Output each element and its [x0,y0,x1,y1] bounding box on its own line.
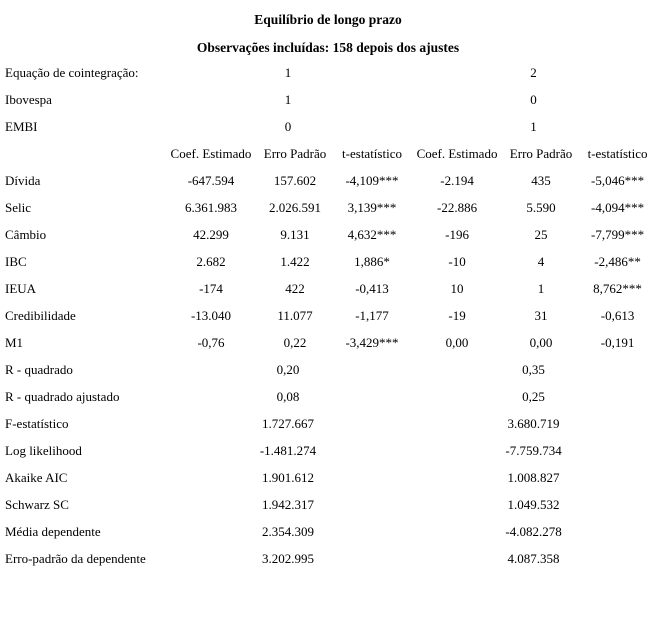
equation2-stat: -4.082.278 [505,523,562,539]
row-label: Akaike AIC [5,469,68,485]
coef-cell: 0,00 [445,334,469,350]
row-label: M1 [5,334,24,350]
equation2-stat: 4.087.358 [507,550,560,566]
coef-cell: 42.299 [193,226,229,242]
coef-cell: 2.682 [196,253,226,269]
equation2-value: 0 [530,91,537,107]
equation1-stat: -1.481.274 [259,442,317,458]
equation2-stat: 3.680.719 [507,415,560,431]
coef-cell: -10 [448,253,466,269]
row-label: EMBI [5,118,38,134]
stderr-cell: 422 [285,280,305,296]
table-row-erro-padrao-dependente [0,545,656,572]
tstat-cell: 1,886* [354,253,390,269]
equation2-stat: 1.008.827 [507,469,560,485]
table-row-r-quadrado [0,356,656,383]
table-row-ieua [0,275,656,302]
tstat-cell: -4,109*** [345,172,399,188]
row-label: Log likelihood [5,442,82,458]
coef-cell: -2.194 [440,172,474,188]
table-row-akaike-aic [0,464,656,491]
table-row-ibovespa [0,86,656,113]
regression-results-table [0,59,656,572]
row-label: Média dependente [5,523,101,539]
stderr-cell: 157.602 [273,172,317,188]
row-label: IEUA [5,280,37,296]
stderr-cell: 31 [534,307,548,323]
empty-header-cell [0,140,165,167]
coef-cell: -22.886 [436,199,478,215]
tstat-cell: -0,413 [355,280,389,296]
coef-cell: -13.040 [190,307,232,323]
tstat-cell: -0,191 [600,334,635,350]
equation1-stat: 1.727.667 [262,415,315,431]
stderr-cell: 2.026.591 [269,199,321,215]
table-row-selic [0,194,656,221]
tstat-cell: -7,799*** [591,226,645,242]
row-label: Selic [5,199,31,215]
stderr-cell: 5.590 [526,199,556,215]
column-header: Coef. Estimado [170,145,252,161]
table-row-cambio [0,221,656,248]
tstat-cell: -3,429*** [345,334,399,350]
table-row-embi [0,113,656,140]
equation1-stat: 0,20 [276,361,300,377]
equation2-stat: 0,35 [522,361,545,377]
equation1-stat: 3.202.995 [262,550,315,566]
page-title: Equilíbrio de longo prazo [254,12,402,27]
row-label: F-estatístico [5,415,69,431]
row-label: Ibovespa [5,91,52,107]
equation1-stat: 1.901.612 [262,469,315,485]
row-label: Erro-padrão da dependente [5,550,146,566]
coef-cell: -19 [448,307,466,323]
equation2-stat: -7.759.734 [505,442,562,458]
table-row-m1 [0,329,656,356]
page-subtitle: Observações incluídas: 158 depois dos ajustes [196,40,460,55]
column-header-row [0,140,656,167]
row-label: Schwarz SC [5,496,69,512]
row-label: IBC [5,253,27,269]
stderr-cell: 435 [531,172,551,188]
coef-cell: -196 [445,226,469,242]
coef-cell: 10 [450,280,464,296]
row-label: Credibilidade [5,307,76,323]
tstat-cell: 3,139*** [347,199,397,215]
stderr-cell: 0,00 [529,334,553,350]
equation1-stat: 1.942.317 [262,496,315,512]
equation2-stat: 1.049.532 [507,496,560,512]
column-header: t-estatístico [342,145,402,161]
row-label: Câmbio [5,226,47,242]
equation1-value: 0 [284,118,292,134]
stderr-cell: 9.131 [280,226,310,242]
column-header: Coef. Estimado [416,145,498,161]
tstat-cell: -1,177 [355,307,389,323]
column-header: Erro Padrão [509,145,573,161]
row-label: Dívida [5,172,41,188]
tstat-cell: 4,632*** [347,226,397,242]
equation2-stat: 0,25 [522,388,545,404]
table-row-r-quadrado-ajustado [0,383,656,410]
coef-cell: 6.361.983 [185,199,237,215]
tstat-cell: -2,486** [594,253,641,269]
coef-cell: -0,76 [197,334,225,350]
stderr-cell: 0,22 [283,334,307,350]
row-label: R - quadrado ajustado [5,388,120,404]
row-label: R - quadrado [5,361,73,377]
column-header: t-estatístico [587,145,648,161]
equation2-value: 2 [530,64,537,80]
tstat-cell: 8,762*** [593,280,642,296]
equation1-stat: 2.354.309 [262,523,315,539]
stderr-cell: 1 [537,280,545,296]
equation1-value: 1 [284,64,292,80]
equation1-value: 1 [284,91,292,107]
table-row-f-estatistico [0,410,656,437]
table-row-media-dependente [0,518,656,545]
stderr-cell: 1.422 [280,253,310,269]
coef-cell: -174 [199,280,223,296]
column-header: Erro Padrão [263,145,327,161]
stderr-cell: 4 [537,253,545,269]
table-row-log-likelihood [0,437,656,464]
tstat-cell: -0,613 [600,307,635,323]
tstat-cell: -4,094*** [591,199,645,215]
equation1-stat: 0,08 [276,388,300,404]
table-row-schwarz-sc [0,491,656,518]
coef-cell: -647.594 [187,172,235,188]
table-row-ibc [0,248,656,275]
tstat-cell: -5,046*** [591,172,645,188]
equation2-value: 1 [530,118,537,134]
row-label: Equação de cointegração: [5,64,139,80]
stderr-cell: 25 [534,226,548,242]
table-row-divida [0,167,656,194]
stderr-cell: 11.077 [277,307,313,323]
table-row-cointegration-equation [0,59,656,86]
table-row-credibilidade [0,302,656,329]
